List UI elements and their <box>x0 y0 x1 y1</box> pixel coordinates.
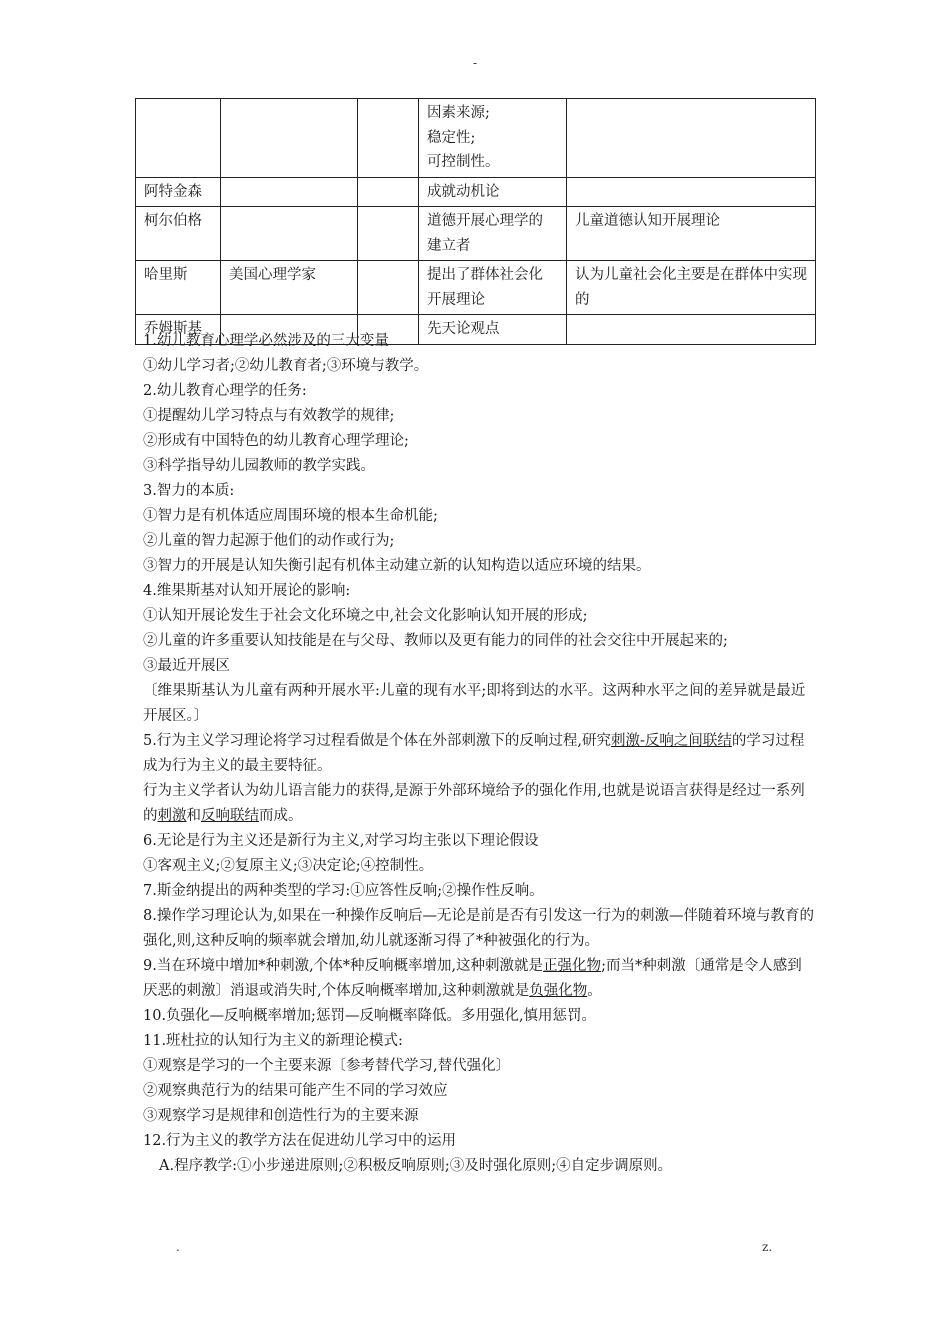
heading-1: 1.幼儿教育心理学必然涉及的三大变量 <box>143 333 389 349</box>
table-cell-desc <box>221 177 358 207</box>
table-row <box>136 207 816 261</box>
table-cell-name: 阿特金森 <box>136 177 221 207</box>
theory-line: 提出了群体社会化 <box>427 267 543 283</box>
heading-7: 7.斯金纳提出的两种类型的学习:①应答性反响;②操作性反响。 <box>143 883 544 899</box>
heading-2: 2.幼儿教育心理学的任务: <box>143 383 307 399</box>
heading-10: 10.负强化—反响概率增加;惩罚—反响概率降低。多用强化,慎用惩罚。 <box>143 1008 597 1024</box>
table-cell-desc: 美国心理学家 <box>221 261 358 315</box>
heading-12: 12.行为主义的教学方法在促进幼儿学习中的运用 <box>143 1133 457 1149</box>
heading-8: 8.操作学习理论认为,如果在一种操作反响后—无论是前是否有引发这一行为的刺激—伴随着环境与教育的强化,则,这种反响的频率就会增加,幼儿就逐渐习得了*种被强化的行为。 <box>143 908 814 949</box>
theory-line: 开展理论 <box>427 291 485 308</box>
paragraph: ③观察学习是规律和创造性行为的主要来源 <box>143 1108 419 1124</box>
table-cell-blank <box>358 261 419 315</box>
text-run: 行为主义学者认为幼儿语言能力的获得,是源于外部环境给予的强化作用,也就是说语言获得是经过一系列的 <box>143 783 805 824</box>
table-row <box>136 261 816 315</box>
page-footer-left: . <box>176 1240 180 1254</box>
heading-5 <box>143 729 815 779</box>
table-cell-blank <box>358 207 419 261</box>
table-cell-note <box>567 177 816 207</box>
table-cell-note <box>567 99 816 178</box>
paragraph: ②儿童的智力起源于他们的动作或行为; <box>143 533 395 549</box>
paragraph: ②儿童的许多重要认知技能是在与父母、教师以及更有能力的同伴的社会交往中开展起来的; <box>143 633 728 649</box>
underlined-term: 反响联结 <box>201 808 259 824</box>
page-header-mark: - <box>472 56 478 70</box>
table-cell-theory <box>419 177 567 207</box>
table-cell-desc <box>221 207 358 261</box>
heading-11: 11.班杜拉的认知行为主义的新理论模式: <box>143 1033 403 1049</box>
paragraph: ②形成有中国特色的幼儿教育心理学理论; <box>143 433 409 449</box>
theory-line: 道德开展心理学的 <box>427 213 543 229</box>
paragraph: ②观察典范行为的结果可能产生不同的学习效应 <box>143 1083 448 1099</box>
table-cell-theory <box>419 99 567 178</box>
theory-line: 成就动机论 <box>427 183 500 200</box>
text-run: 和 <box>186 808 201 824</box>
theory-line: 稳定性; <box>427 129 476 146</box>
paragraph: ③科学指导幼儿园教师的教学实践。 <box>143 458 375 474</box>
table-cell-desc <box>221 99 358 178</box>
table-cell-theory <box>419 261 567 315</box>
table-cell-name: 哈里斯 <box>136 261 221 315</box>
paragraph: ①认知开展论发生于社会文化环境之中,社会文化影响认知开展的形成; <box>143 608 588 624</box>
theory-line: 可控制性。 <box>427 154 500 170</box>
table-cell-name: 乔姆斯基 <box>136 315 221 345</box>
text-run: 9.当在环境中增加*种刺激,个体*种反响概率增加,这种刺激就是 <box>143 958 544 974</box>
table-cell-name <box>136 99 221 178</box>
table-cell-name: 柯尔伯格 <box>136 207 221 261</box>
text-run: 的学习过程成为行为主义的最主要特征。 <box>143 733 805 774</box>
psychologist-table-body <box>136 99 816 345</box>
paragraph: ①智力是有机体适应周围环境的根本生命机能; <box>143 508 438 524</box>
paragraph: ①客观主义;②复原主义;③决定论;④控制性。 <box>143 858 434 874</box>
paragraph <box>143 779 815 829</box>
psychologist-table <box>135 98 816 345</box>
underlined-term: 负强化物 <box>529 983 588 999</box>
document-body <box>143 329 815 1179</box>
theory-line: 建立者 <box>427 237 471 254</box>
table-cell-theory <box>419 207 567 261</box>
paragraph: ③智力的开展是认知失衡引起有机体主动建立新的认知构造以适应环境的结果。 <box>143 558 651 574</box>
heading-3: 3.智力的本质: <box>143 483 235 499</box>
paragraph: A.程序教学:①小步递进原则;②积极反响原则;③及时强化原则;④自定步调原则。 <box>159 1158 673 1174</box>
table-cell-note: 认为儿童社会化主要是在群体中实现的 <box>567 261 816 315</box>
table-cell-blank <box>358 177 419 207</box>
heading-4: 4.维果斯基对认知开展论的影响: <box>143 583 351 599</box>
theory-line: 因素来源; <box>427 105 490 121</box>
table-row <box>136 177 816 207</box>
paragraph: ①提醒幼儿学习特点与有效教学的规律; <box>143 408 395 424</box>
paragraph: ①幼儿学习者;②幼儿教育者;③环境与教学。 <box>143 358 429 374</box>
text-run: 5.行为主义学习理论将学习过程看做是个体在外部刺激下的反响过程,研究 <box>143 733 611 749</box>
table-row <box>136 99 816 178</box>
paragraph: 〔维果斯基认为儿童有两种开展水平:儿童的现有水平;即将到达的水平。这两种水平之间的差异就是最近开展区。〕 <box>143 683 806 724</box>
underlined-term: 刺激 <box>157 808 187 824</box>
underlined-term: 正强化物 <box>543 958 602 974</box>
heading-9 <box>143 954 815 1004</box>
table-cell-note: 儿童道德认知开展理论 <box>567 207 816 261</box>
text-run: ;而当*种刺激〔通常是令人感到厌恶的刺激〕消退或消失时,个体反响概率增加,这种刺激就是 <box>143 958 802 999</box>
paragraph: ①观察是学习的一个主要来源〔参考替代学习,替代强化〕 <box>143 1058 511 1074</box>
heading-6: 6.无论是行为主义还是新行为主义,对学习均主张以下理论假设 <box>143 833 539 849</box>
text-run: 。 <box>587 983 602 999</box>
theory-line: 先天论观点 <box>427 321 500 337</box>
paragraph: ③最近开展区 <box>143 658 230 674</box>
page-footer-right: z. <box>762 1240 773 1254</box>
table-cell-blank <box>358 99 419 178</box>
text-run: 而成。 <box>259 808 303 824</box>
underlined-term: 刺激-反响之间联结 <box>610 733 732 749</box>
